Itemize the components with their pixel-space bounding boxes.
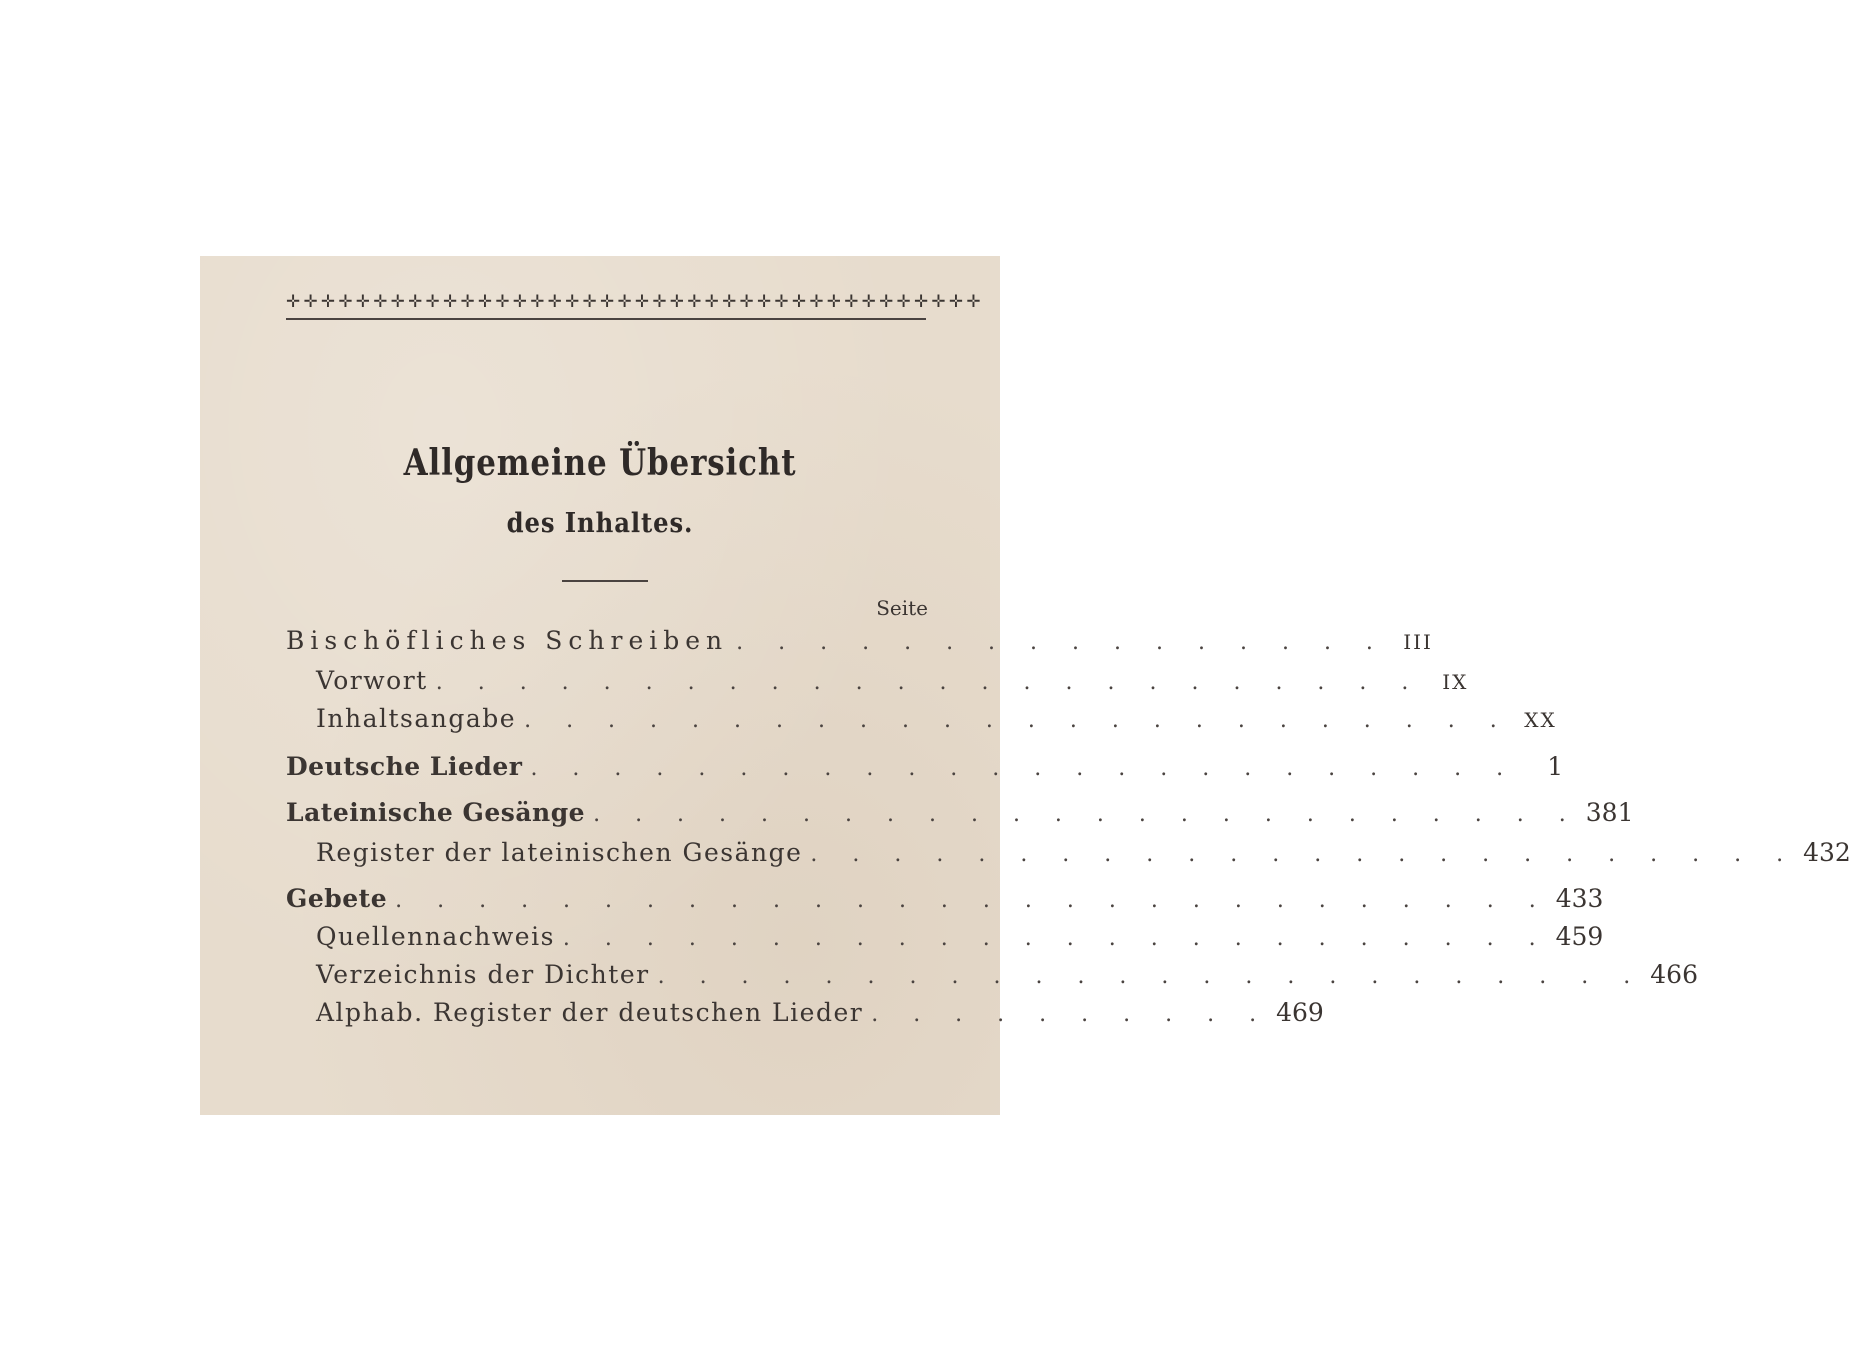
leader-dots: . . . . . . . . . . . . . . . . . . . . . . . .: [810, 842, 1798, 867]
leader-dots: . . . . . . . . . . . . . . . . . . . . . . . .: [562, 926, 1550, 951]
toc-entry-register-lateinische: [286, 838, 1851, 874]
toc-entry-gebete: [286, 884, 1604, 920]
toc-entry-quellennachweis: [286, 922, 1604, 958]
page-subtitle: des Inhaltes.: [506, 508, 694, 539]
toc-entry-page: IX: [1442, 670, 1469, 694]
book-page: [200, 256, 1851, 1115]
toc-entry-label: Gebete: [286, 884, 388, 913]
leader-dots: . . . . . . . . . . . . . . . . . . . . . . . . . . . .: [395, 888, 1550, 913]
leader-dots: . . . . . . . . . .: [871, 1002, 1271, 1027]
toc-entry-label: Deutsche Lieder: [286, 752, 523, 781]
toc-entry-inhaltsangabe: [286, 704, 1557, 740]
toc-entry-bischoefliches-schreiben: [286, 626, 1433, 662]
toc-entry-page: XX: [1524, 708, 1557, 732]
leader-dots: . . . . . . . . . . . . . . . . . . . . . . . .: [593, 802, 1580, 827]
toc-entry-page: 432: [1803, 838, 1851, 867]
toc-entry-label: Register der lateinischen Gesänge: [316, 838, 803, 867]
leader-dots: . . . . . . . . . . . . . . . . . . . . . . . .: [524, 708, 1511, 733]
toc-entry-lateinische-gesaenge: [286, 798, 1634, 834]
toc-entry-page: 466: [1650, 960, 1698, 989]
page-column-header: Seite: [876, 596, 928, 620]
toc-entry-label: Inhaltsangabe: [316, 704, 517, 733]
toc-entry-alphab-register: [286, 998, 1324, 1034]
ornament-border: ✛✛✛✛✛✛✛✛✛✛✛✛✛✛✛✛✛✛✛✛✛✛✛✛✛✛✛✛✛✛✛✛✛✛✛✛✛✛✛✛: [286, 292, 984, 312]
toc-entry-label: Verzeichnis der Dichter: [316, 960, 650, 989]
toc-entry-page: 459: [1555, 922, 1604, 951]
toc-entry-page: 1: [1547, 752, 1564, 781]
page-title: Allgemeine Übersicht: [403, 442, 797, 484]
leader-dots: . . . . . . . . . . . . . . . .: [736, 630, 1387, 655]
toc-entry-label: Bischöfliches Schreiben: [286, 626, 729, 655]
toc-entry-page: 433: [1555, 884, 1604, 913]
toc-entry-label: Vorwort: [316, 666, 428, 695]
toc-entry-page: 469: [1276, 998, 1324, 1027]
title-divider: [562, 580, 648, 582]
toc-entry-label: Quellennachweis: [316, 922, 555, 951]
toc-entry-vorwort: [286, 666, 1469, 702]
leader-dots: . . . . . . . . . . . . . . . . . . . . . . . .: [657, 964, 1645, 989]
toc-entry-verzeichnis-dichter: [286, 960, 1698, 996]
top-rule: [286, 318, 926, 320]
leader-dots: . . . . . . . . . . . . . . . . . . . . . . . .: [530, 756, 1518, 781]
toc-entry-page: 381: [1585, 798, 1634, 827]
leader-dots: . . . . . . . . . . . . . . . . . . . . . . . .: [435, 670, 1423, 695]
toc-entry-label: Lateinische Gesänge: [286, 798, 586, 827]
toc-entry-page: III: [1403, 630, 1433, 654]
toc-entry-label: Alphab. Register der deutschen Lieder: [316, 998, 864, 1027]
toc-entry-deutsche-lieder: [286, 752, 1564, 788]
